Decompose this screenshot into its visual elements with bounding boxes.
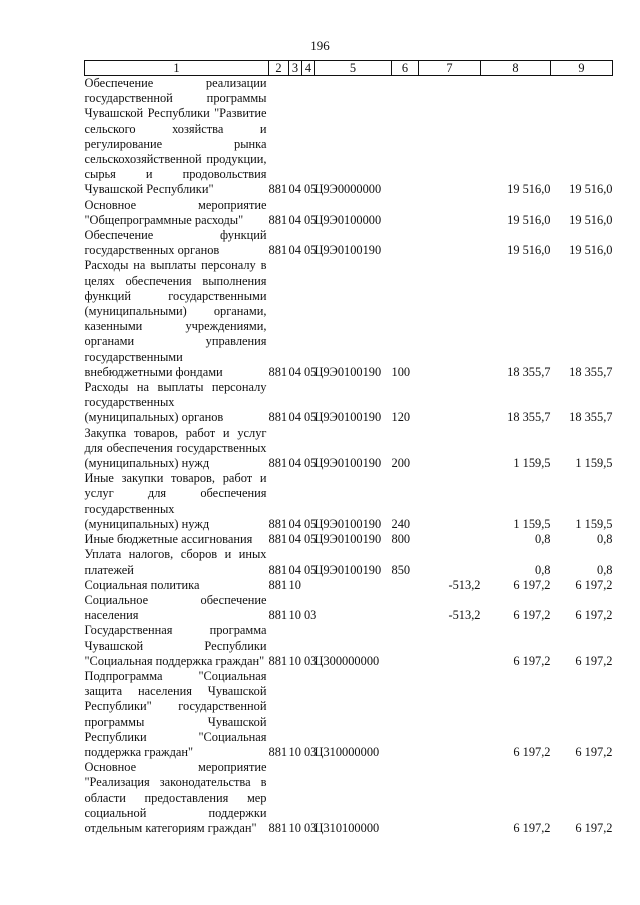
row-target-article	[315, 593, 392, 623]
page-number: 196	[310, 38, 330, 53]
row-amount-year2: 0,8	[597, 562, 613, 577]
row-amount-year1: 1 159,5	[513, 516, 551, 531]
row-amount-year2: 18 355,7	[569, 364, 613, 379]
row-section-code: 10 03	[288, 744, 317, 759]
row-target-article: Ц9Э0000000	[314, 182, 382, 197]
row-expense-type	[392, 198, 419, 228]
row-expense-type	[392, 228, 419, 258]
row-expense-type: 200	[391, 456, 411, 471]
table-row	[85, 228, 613, 258]
row-amount-year2: 6 197,2	[575, 608, 613, 623]
row-amount-year2: 1 159,5	[575, 456, 613, 471]
row-section-code: 04 05	[288, 532, 317, 547]
row-section-code: 10	[288, 577, 301, 592]
row-amount-year2: 6 197,2	[575, 577, 613, 592]
table-body	[85, 76, 613, 837]
row-amount-year1: 18 355,7	[507, 364, 551, 379]
row-change-amount	[419, 532, 481, 547]
row-change-amount	[419, 258, 481, 380]
row-amount-year2: 1 159,5	[575, 516, 613, 531]
row-name: Подпрограмма "Социальная защита населения Чувашской Республики" государственной программы Чувашской Республики "Социальная поддержка граждан"	[84, 668, 267, 759]
row-expense-type: 800	[391, 532, 411, 547]
row-admin-code: 881	[268, 410, 288, 425]
row-name: Обеспечение реализации государственной программы Чувашской Республики "Развитие сельского хозяйства и регулирование рынка сельскохозяйственной продукции, сырья и продовольствия Чувашской Республики"	[84, 76, 267, 197]
row-section-code: 04 05	[288, 243, 317, 258]
table-row	[85, 593, 613, 623]
row-expense-type: 240	[391, 516, 411, 531]
row-name: Иные закупки товаров, работ и услуг для обеспечения государственных (муниципальных) нужд	[84, 471, 267, 531]
row-amount-year1: 6 197,2	[513, 608, 551, 623]
table-row	[85, 578, 613, 593]
row-name: Уплата налогов, сборов и иных платежей	[84, 547, 267, 577]
table-row	[85, 198, 613, 228]
row-section-code: 04 05	[288, 410, 317, 425]
row-amount-year2: 6 197,2	[575, 744, 613, 759]
row-amount-year1: 19 516,0	[507, 182, 551, 197]
header-col-2: 2	[269, 61, 289, 76]
row-section-code: 04 05	[288, 516, 317, 531]
row-admin-code: 881	[268, 562, 288, 577]
row-name: Иные бюджетные ассигнования	[84, 532, 253, 547]
row-expense-type	[392, 760, 419, 836]
row-target-article: Ц9Э0100190	[314, 243, 382, 258]
row-change-amount	[419, 380, 481, 426]
header-row	[85, 61, 613, 76]
row-target-article: Ц9Э0100190	[314, 364, 382, 379]
row-amount-year1: 19 516,0	[507, 243, 551, 258]
row-amount-year2: 6 197,2	[575, 820, 613, 835]
row-admin-code: 881	[268, 182, 288, 197]
header-col-8: 8	[481, 61, 551, 76]
row-amount-year1: 6 197,2	[513, 744, 551, 759]
row-name: Расходы на выплаты персоналу в целях обеспечения выполнения функций государственными (муниципальными) органами, казенными учреждениями, органами управления государственными внебюджетными фондами	[84, 258, 267, 379]
row-admin-code: 881	[268, 212, 288, 227]
row-section-code: 10 03	[288, 820, 317, 835]
budget-table	[84, 60, 613, 836]
row-amount-year2: 0,8	[597, 532, 613, 547]
row-name: Обеспечение функций государственных органов	[84, 228, 267, 258]
row-section-code: 04 05	[288, 182, 317, 197]
row-target-article: Ц9Э0100190	[314, 516, 382, 531]
row-amount-year2: 6 197,2	[575, 653, 613, 668]
table-row	[85, 547, 613, 577]
row-target-article	[315, 578, 392, 593]
table-row	[85, 426, 613, 472]
row-admin-code: 881	[268, 516, 288, 531]
row-target-article: Ц9Э0100190	[314, 456, 382, 471]
row-admin-code: 881	[268, 577, 288, 592]
table-row	[85, 76, 613, 198]
row-name: Основное мероприятие "Реализация законодательства в области предоставления мер социальной поддержки отдельным категориям граждан"	[84, 760, 267, 835]
row-section-code: 04 05	[288, 212, 317, 227]
row-section-code: 10 03	[288, 608, 317, 623]
row-amount-year1: 0,8	[535, 532, 551, 547]
row-amount-year1: 6 197,2	[513, 577, 551, 592]
header-col-7: 7	[419, 61, 481, 76]
header-col-6: 6	[392, 61, 419, 76]
row-name: Закупка товаров, работ и услуг для обеспечения государственных (муниципальных) нужд	[84, 425, 267, 471]
table-header	[85, 61, 613, 76]
row-target-article: Ц310000000	[314, 744, 380, 759]
row-change-amount	[419, 623, 481, 669]
row-name: Государственная программа Чувашской Республики "Социальная поддержка граждан"	[84, 623, 267, 668]
row-expense-type: 850	[391, 562, 411, 577]
row-admin-code: 881	[268, 243, 288, 258]
header-col-4: 4	[302, 61, 315, 76]
row-amount-year2: 19 516,0	[569, 212, 613, 227]
header-col-1: 1	[85, 61, 269, 76]
row-change-amount	[419, 228, 481, 258]
row-amount-year1: 19 516,0	[507, 212, 551, 227]
row-change-amount: -513,2	[448, 577, 481, 592]
row-section-code: 04 05	[288, 562, 317, 577]
row-section-code: 04 05	[288, 456, 317, 471]
row-amount-year1: 6 197,2	[513, 820, 551, 835]
row-amount-year1: 6 197,2	[513, 653, 551, 668]
row-target-article: Ц9Э0100000	[314, 212, 382, 227]
table-row	[85, 532, 613, 547]
row-admin-code: 881	[268, 532, 288, 547]
row-expense-type	[392, 669, 419, 760]
header-col-3: 3	[289, 61, 302, 76]
row-expense-type: 120	[391, 410, 411, 425]
row-name: Основное мероприятие "Общепрограммные расходы"	[84, 197, 267, 227]
table-row	[85, 623, 613, 669]
row-expense-type	[392, 76, 419, 198]
row-target-article: Ц9Э0100190	[314, 410, 382, 425]
row-target-article: Ц9Э0100190	[314, 562, 382, 577]
row-admin-code: 881	[268, 744, 288, 759]
row-change-amount	[419, 471, 481, 532]
row-admin-code: 881	[268, 608, 288, 623]
row-admin-code: 881	[268, 653, 288, 668]
table-row	[85, 669, 613, 760]
row-amount-year2: 18 355,7	[569, 410, 613, 425]
row-amount-year1: 1 159,5	[513, 456, 551, 471]
table-row	[85, 760, 613, 836]
row-name: Социальное обеспечение населения	[84, 592, 267, 623]
row-amount-year2: 19 516,0	[569, 243, 613, 258]
row-change-amount	[419, 426, 481, 472]
row-change-amount	[419, 198, 481, 228]
row-change-amount	[419, 669, 481, 760]
row-section-code: 04 05	[288, 364, 317, 379]
row-expense-type	[392, 593, 419, 623]
header-col-5: 5	[315, 61, 392, 76]
row-change-amount	[419, 76, 481, 198]
row-target-article: Ц300000000	[314, 653, 380, 668]
header-col-9: 9	[551, 61, 613, 76]
row-admin-code: 881	[268, 820, 288, 835]
row-section-code: 10 03	[288, 653, 317, 668]
row-name: Расходы на выплаты персоналу государственных (муниципальных) органов	[84, 380, 267, 425]
row-change-amount	[419, 760, 481, 836]
table-row	[85, 258, 613, 380]
row-expense-type: 100	[391, 364, 411, 379]
row-target-article: Ц9Э0100190	[314, 532, 382, 547]
row-admin-code: 881	[268, 364, 288, 379]
table-row	[85, 471, 613, 532]
row-expense-type	[392, 578, 419, 593]
row-amount-year2: 19 516,0	[569, 182, 613, 197]
row-amount-year1: 18 355,7	[507, 410, 551, 425]
row-admin-code: 881	[268, 456, 288, 471]
row-target-article: Ц310100000	[314, 820, 380, 835]
row-expense-type	[392, 623, 419, 669]
row-name: Социальная политика	[84, 577, 200, 592]
row-amount-year1: 0,8	[535, 562, 551, 577]
row-change-amount	[419, 547, 481, 577]
table-row	[85, 380, 613, 426]
row-change-amount: -513,2	[448, 608, 481, 623]
